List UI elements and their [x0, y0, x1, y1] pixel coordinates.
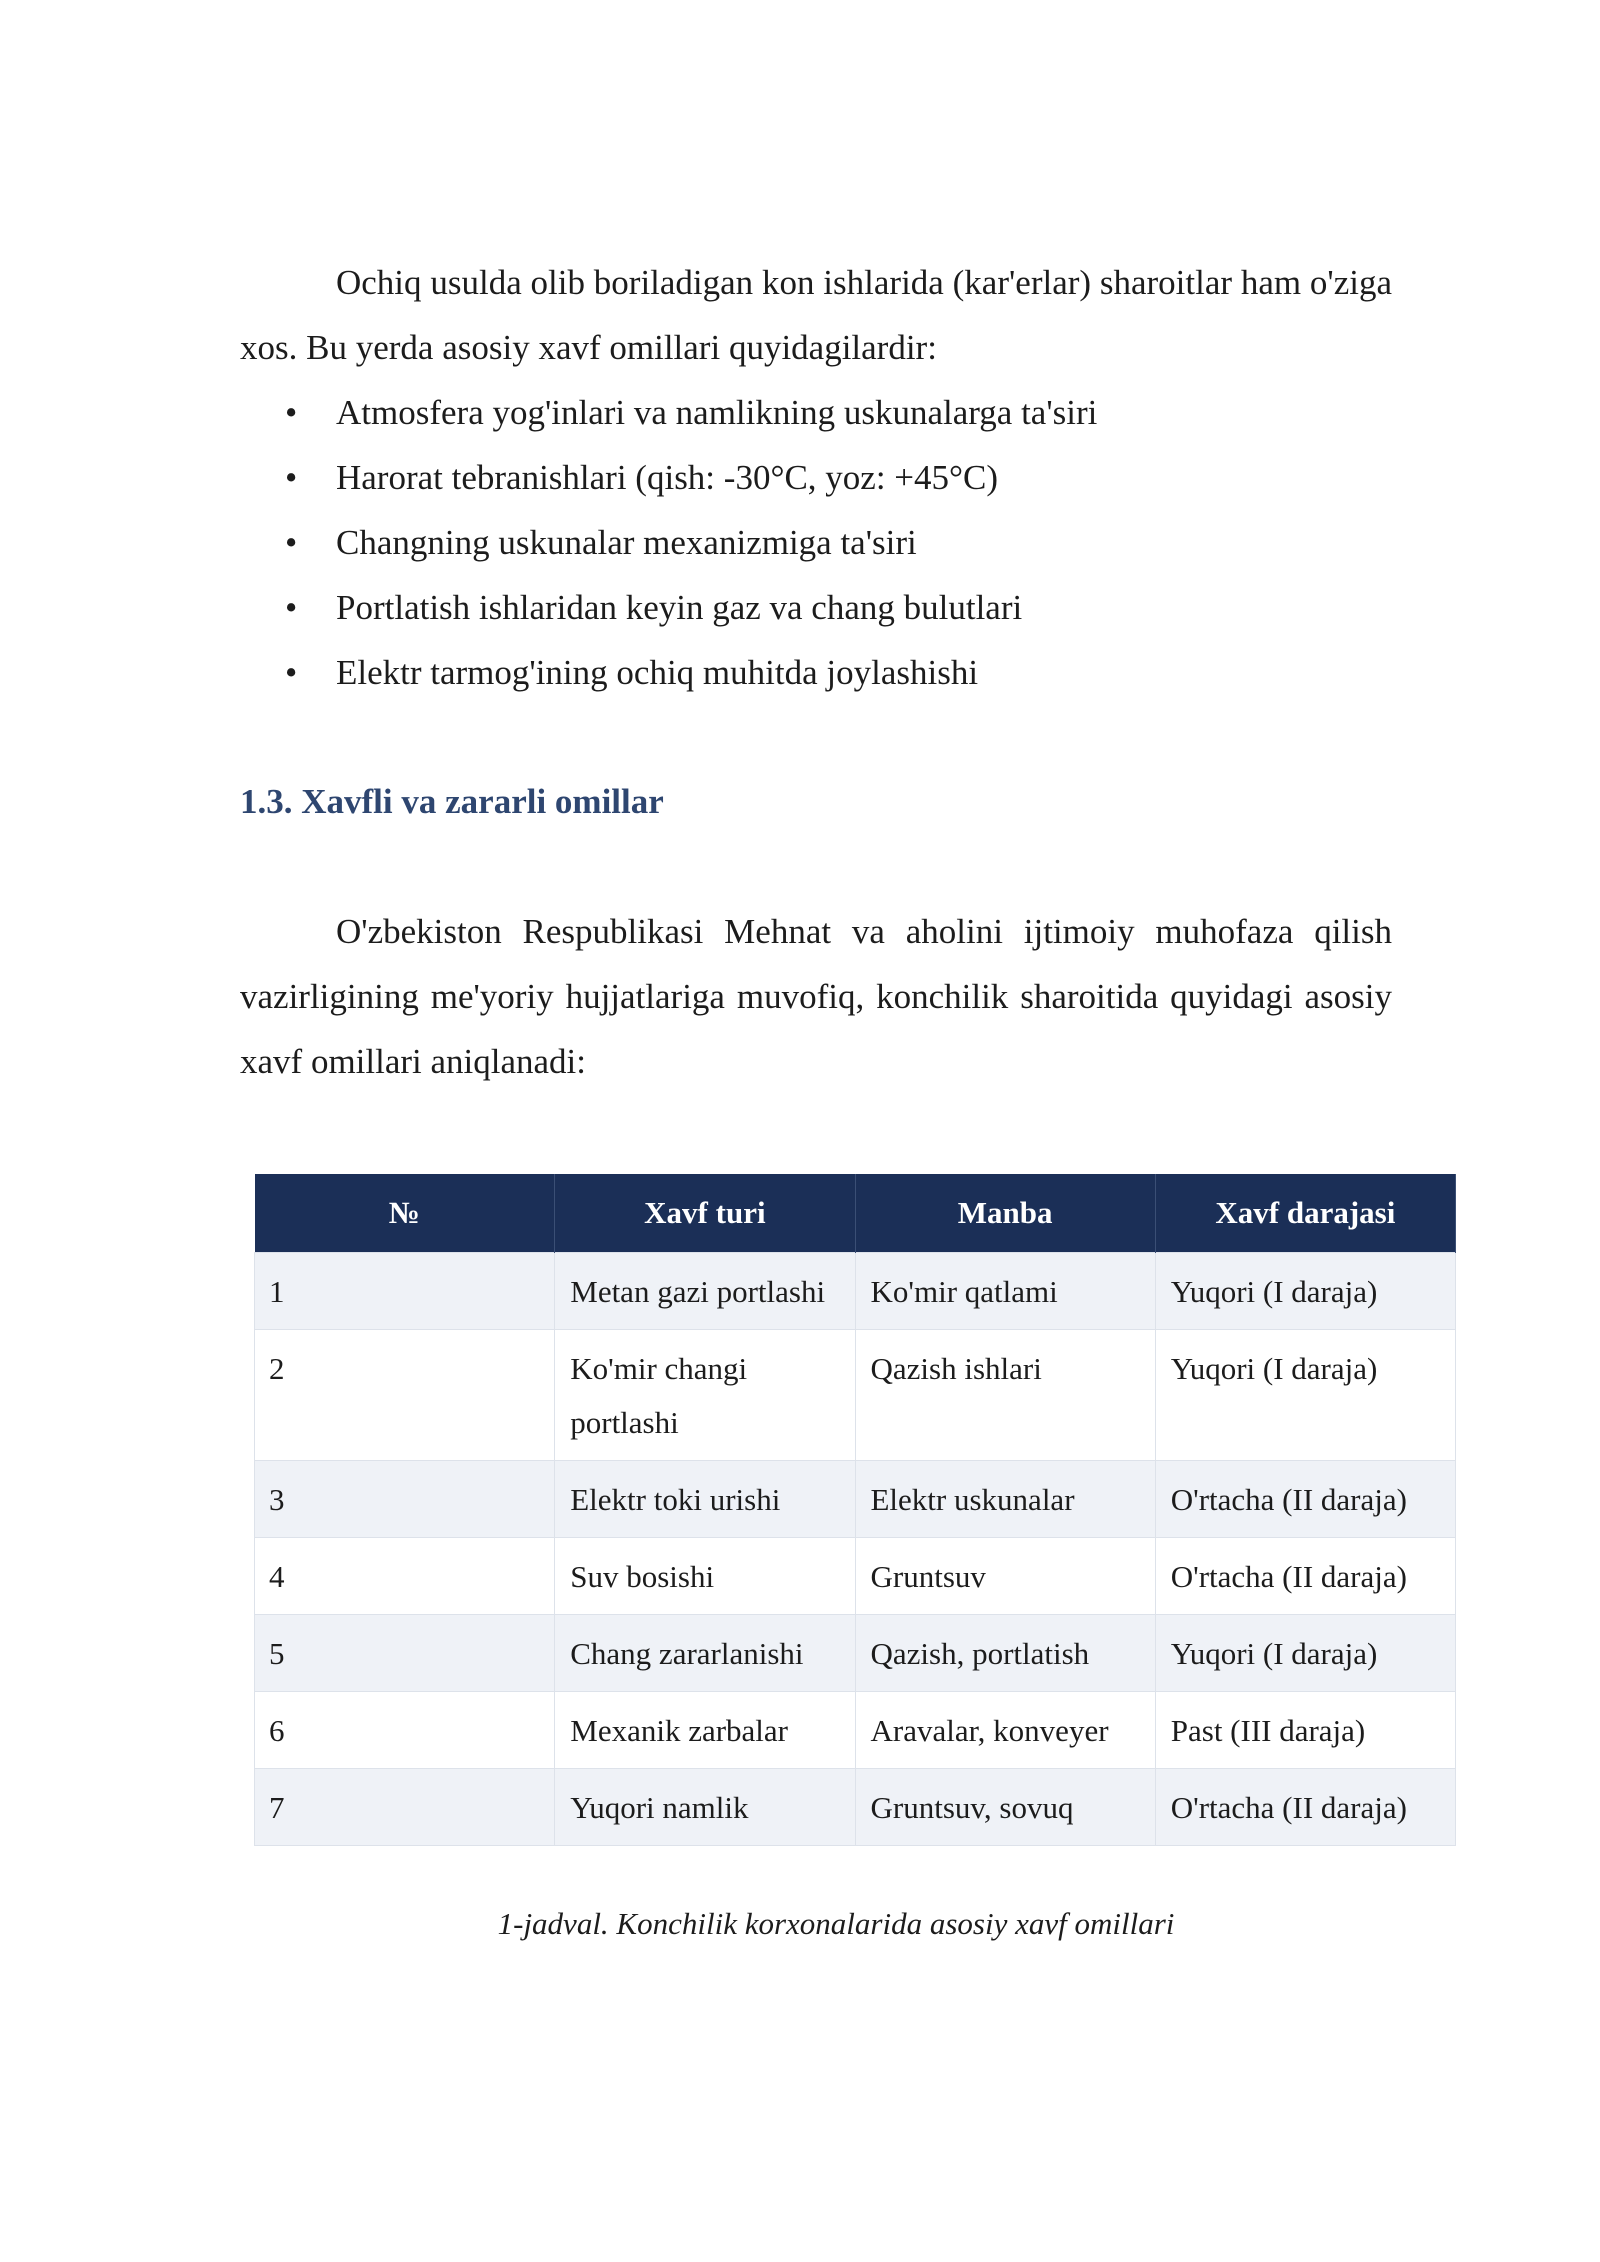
cell-number: 1 [255, 1253, 555, 1330]
cell-number: 3 [255, 1461, 555, 1538]
section-paragraph: O'zbekiston Respublikasi Mehnat va aholini ijtimoiy muhofaza qilish vazirligining me'yoriy hujjatlariga muvofiq, konchilik sharoitida quyidagi asosiy xavf omillari aniqlanadi: [240, 912, 1392, 1081]
bullet-icon: • [285, 393, 298, 432]
cell-hazard-level: Yuqori (I daraja) [1155, 1253, 1455, 1330]
cell-hazard-type: Metan gazi portlashi [555, 1253, 855, 1330]
column-header-hazard-level: Xavf darajasi [1155, 1174, 1455, 1253]
list-item: • Portlatish ishlaridan keyin gaz va chang bulutlari [240, 575, 1392, 640]
column-header-hazard-type: Xavf turi [555, 1174, 855, 1253]
list-item: • Harorat tebranishlari (qish: -30°C, yoz: +45°C) [240, 445, 1392, 510]
table-row [255, 1538, 1456, 1615]
hazard-bullet-list [240, 380, 1392, 705]
bullet-icon: • [285, 653, 298, 692]
cell-hazard-level: Past (III daraja) [1155, 1692, 1455, 1769]
cell-hazard-type: Elektr toki urishi [555, 1461, 855, 1538]
cell-hazard-type: Ko'mir changi portlashi [555, 1330, 855, 1461]
intro-paragraph: Ochiq usulda olib boriladigan kon ishlarida (kar'erlar) sharoitlar ham o'ziga xos. Bu yerda asosiy xavf omillari quyidagilardir: [240, 263, 1392, 367]
cell-source: Elektr uskunalar [855, 1461, 1155, 1538]
cell-hazard-type: Suv bosishi [555, 1538, 855, 1615]
cell-hazard-type: Yuqori namlik [555, 1769, 855, 1846]
table-row [255, 1461, 1456, 1538]
cell-number: 6 [255, 1692, 555, 1769]
bullet-icon: • [285, 458, 298, 497]
cell-source: Aravalar, konveyer [855, 1692, 1155, 1769]
cell-hazard-level: O'rtacha (II daraja) [1155, 1769, 1455, 1846]
table-caption: 1-jadval. Konchilik korxonalarida asosiy xavf omillari [497, 1906, 1175, 1941]
cell-source: Gruntsuv [855, 1538, 1155, 1615]
section-heading: 1.3. Xavfli va zararli omillar [240, 782, 664, 821]
bullet-icon: • [285, 588, 298, 627]
cell-source: Ko'mir qatlami [855, 1253, 1155, 1330]
list-item: • Elektr tarmog'ining ochiq muhitda joylashishi [240, 640, 1392, 705]
cell-number: 7 [255, 1769, 555, 1846]
cell-number: 2 [255, 1330, 555, 1461]
cell-hazard-type: Mexanik zarbalar [555, 1692, 855, 1769]
table-row [255, 1692, 1456, 1769]
cell-hazard-type: Chang zararlanishi [555, 1615, 855, 1692]
list-item: • Atmosfera yog'inlari va namlikning uskunalarga ta'siri [240, 380, 1392, 445]
cell-hazard-level: O'rtacha (II daraja) [1155, 1461, 1455, 1538]
cell-source: Qazish, portlatish [855, 1615, 1155, 1692]
hazard-table [254, 1174, 1456, 1846]
document-page [240, 250, 1407, 1942]
bullet-icon: • [285, 523, 298, 562]
cell-hazard-level: O'rtacha (II daraja) [1155, 1538, 1455, 1615]
cell-hazard-level: Yuqori (I daraja) [1155, 1615, 1455, 1692]
table-row [255, 1769, 1456, 1846]
cell-number: 5 [255, 1615, 555, 1692]
table-row [255, 1253, 1456, 1330]
column-header-source: Manba [855, 1174, 1155, 1253]
table-row [255, 1330, 1456, 1461]
table-header-row [255, 1174, 1456, 1253]
cell-source: Qazish ishlari [855, 1330, 1155, 1461]
cell-number: 4 [255, 1538, 555, 1615]
column-header-number: № [255, 1174, 555, 1253]
cell-hazard-level: Yuqori (I daraja) [1155, 1330, 1455, 1461]
list-item: • Changning uskunalar mexanizmiga ta'siri [240, 510, 1392, 575]
table-row [255, 1615, 1456, 1692]
cell-source: Gruntsuv, sovuq [855, 1769, 1155, 1846]
